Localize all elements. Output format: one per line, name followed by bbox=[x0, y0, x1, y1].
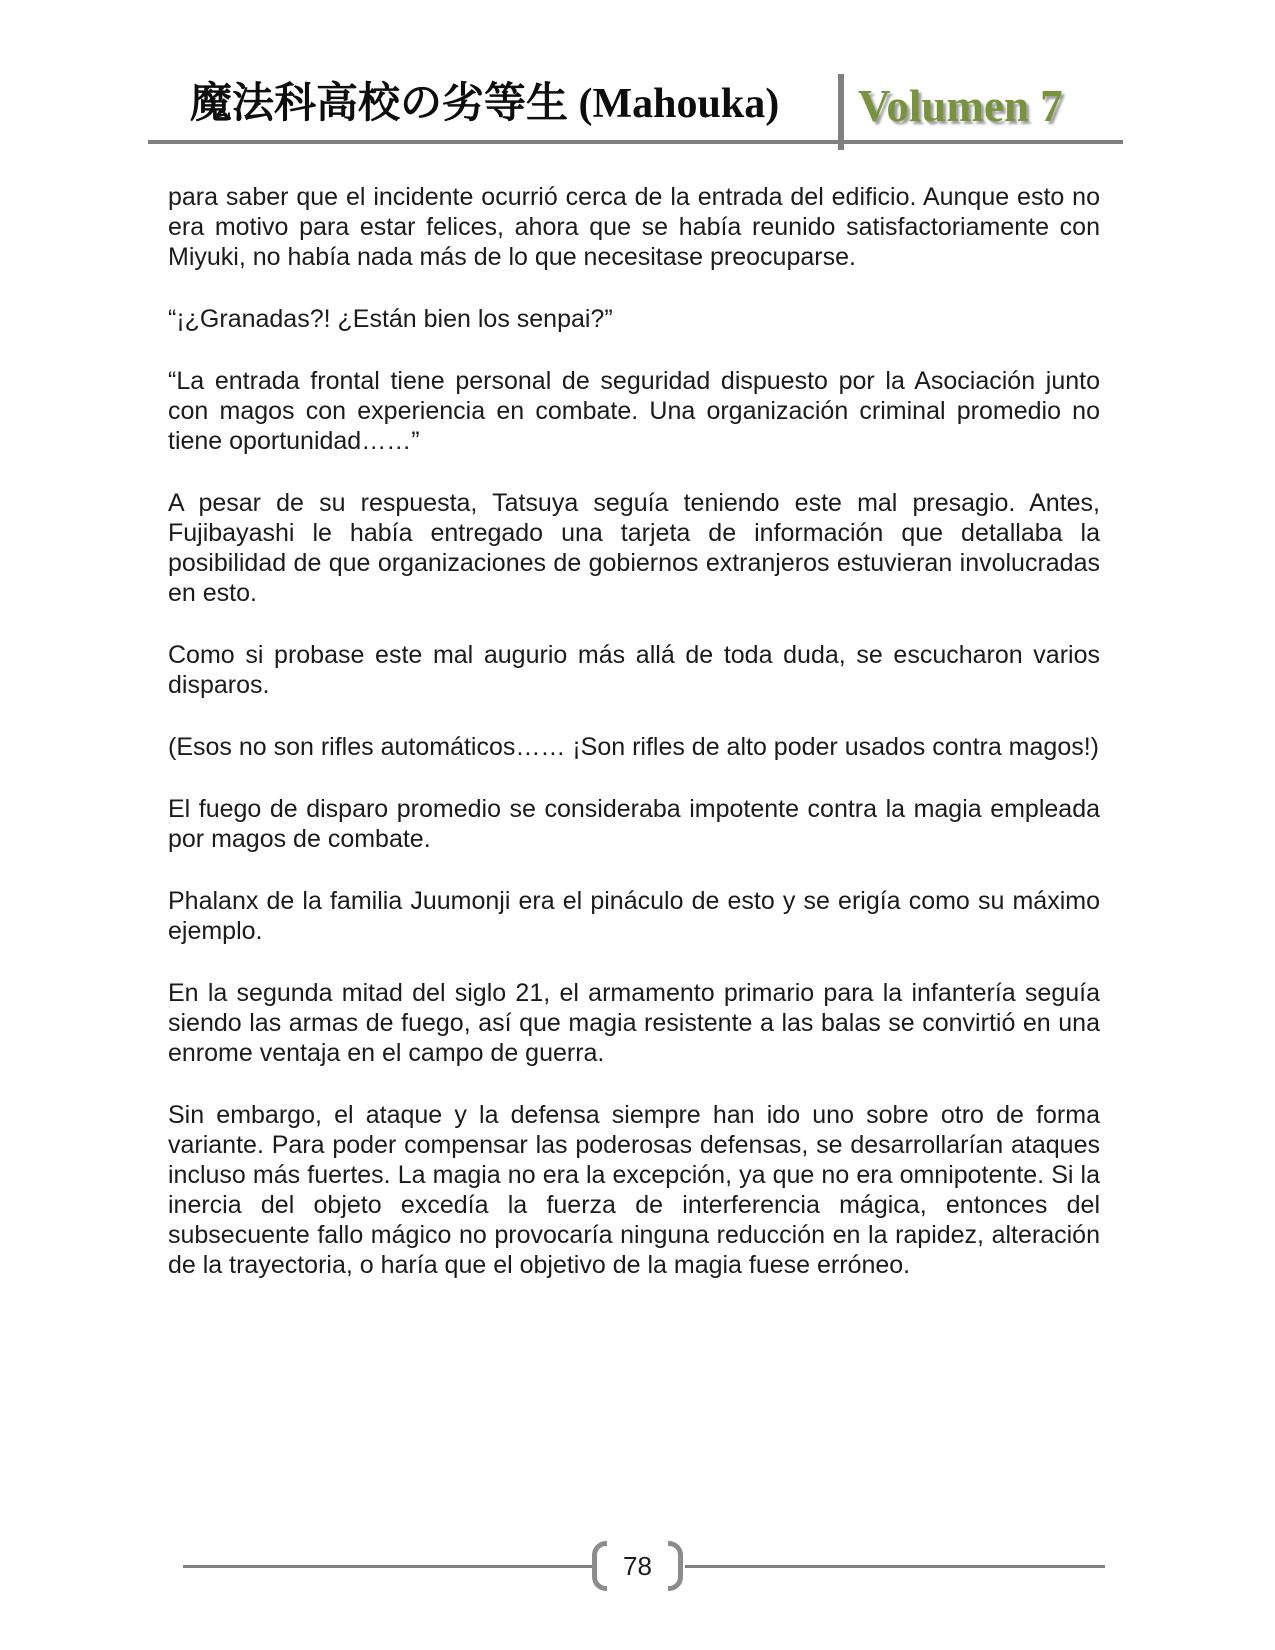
header-rule bbox=[148, 140, 1123, 144]
novel-title: 魔法科高校の劣等生 (Mahouka) bbox=[190, 81, 780, 127]
paragraph: para saber que el incidente ocurrió cerca de la entrada del edificio. Aunque esto no era motivo para estar felices, ahora que se había reunido satisfactoriamente con Miyuki, no había nada más de lo que necesitase preocuparse. bbox=[168, 183, 1100, 271]
footer-rule-right bbox=[685, 1565, 1105, 1568]
paragraph: Como si probase este mal augurio más allá de toda duda, se escucharon varios disparos. bbox=[168, 641, 1100, 699]
header-separator-bar bbox=[838, 74, 844, 150]
paragraph: (Esos no son rifles automáticos…… ¡Son rifles de alto poder usados contra magos!) bbox=[168, 733, 1099, 761]
paragraph: Sin embargo, el ataque y la defensa siempre han ido uno sobre otro de forma variante. Para poder compensar las poderosas defensas, se desarrollarían ataques incluso más fuertes. La magia no era la excepción, ya que no era omnipotente. Si la inercia del objeto excedía la fuerza de interferencia mágica, entonces del subsecuente fallo mágico no provocaría ninguna reducción en la rapidez, alteración de la trayectoria, o haría que el objetivo de la magia fuese erróneo. bbox=[168, 1101, 1100, 1279]
paragraph: “¡¿Granadas?! ¿Están bien los senpai?” bbox=[168, 305, 613, 333]
paragraph: “La entrada frontal tiene personal de seguridad dispuesto por la Asociación junto con magos con experiencia en combate. Una organización criminal promedio no tiene oportunidad……” bbox=[168, 367, 1100, 455]
page-number: 78 bbox=[623, 1551, 652, 1581]
volume-title: Volumen 7 bbox=[858, 81, 1063, 131]
footer-rule-left bbox=[183, 1565, 593, 1568]
paragraph: Phalanx de la familia Juumonji era el pináculo de esto y se erigía como su máximo ejemplo. bbox=[168, 887, 1100, 945]
paragraph: A pesar de su respuesta, Tatsuya seguía teniendo este mal presagio. Antes, Fujibayashi le había entregado una tarjeta de información que detallaba la posibilidad de que organizaciones de gobiernos extranjeros estuvieran involucradas en esto. bbox=[168, 489, 1100, 607]
body-text bbox=[168, 182, 1100, 1312]
page-number-bracket-right bbox=[668, 1541, 683, 1591]
paragraph: En la segunda mitad del siglo 21, el armamento primario para la infantería seguía siendo las armas de fuego, así que magia resistente a las balas se convirtió en una enrome ventaja en el campo de guerra. bbox=[168, 979, 1100, 1067]
paragraph: El fuego de disparo promedio se consideraba impotente contra la magia empleada por magos de combate. bbox=[168, 795, 1100, 853]
